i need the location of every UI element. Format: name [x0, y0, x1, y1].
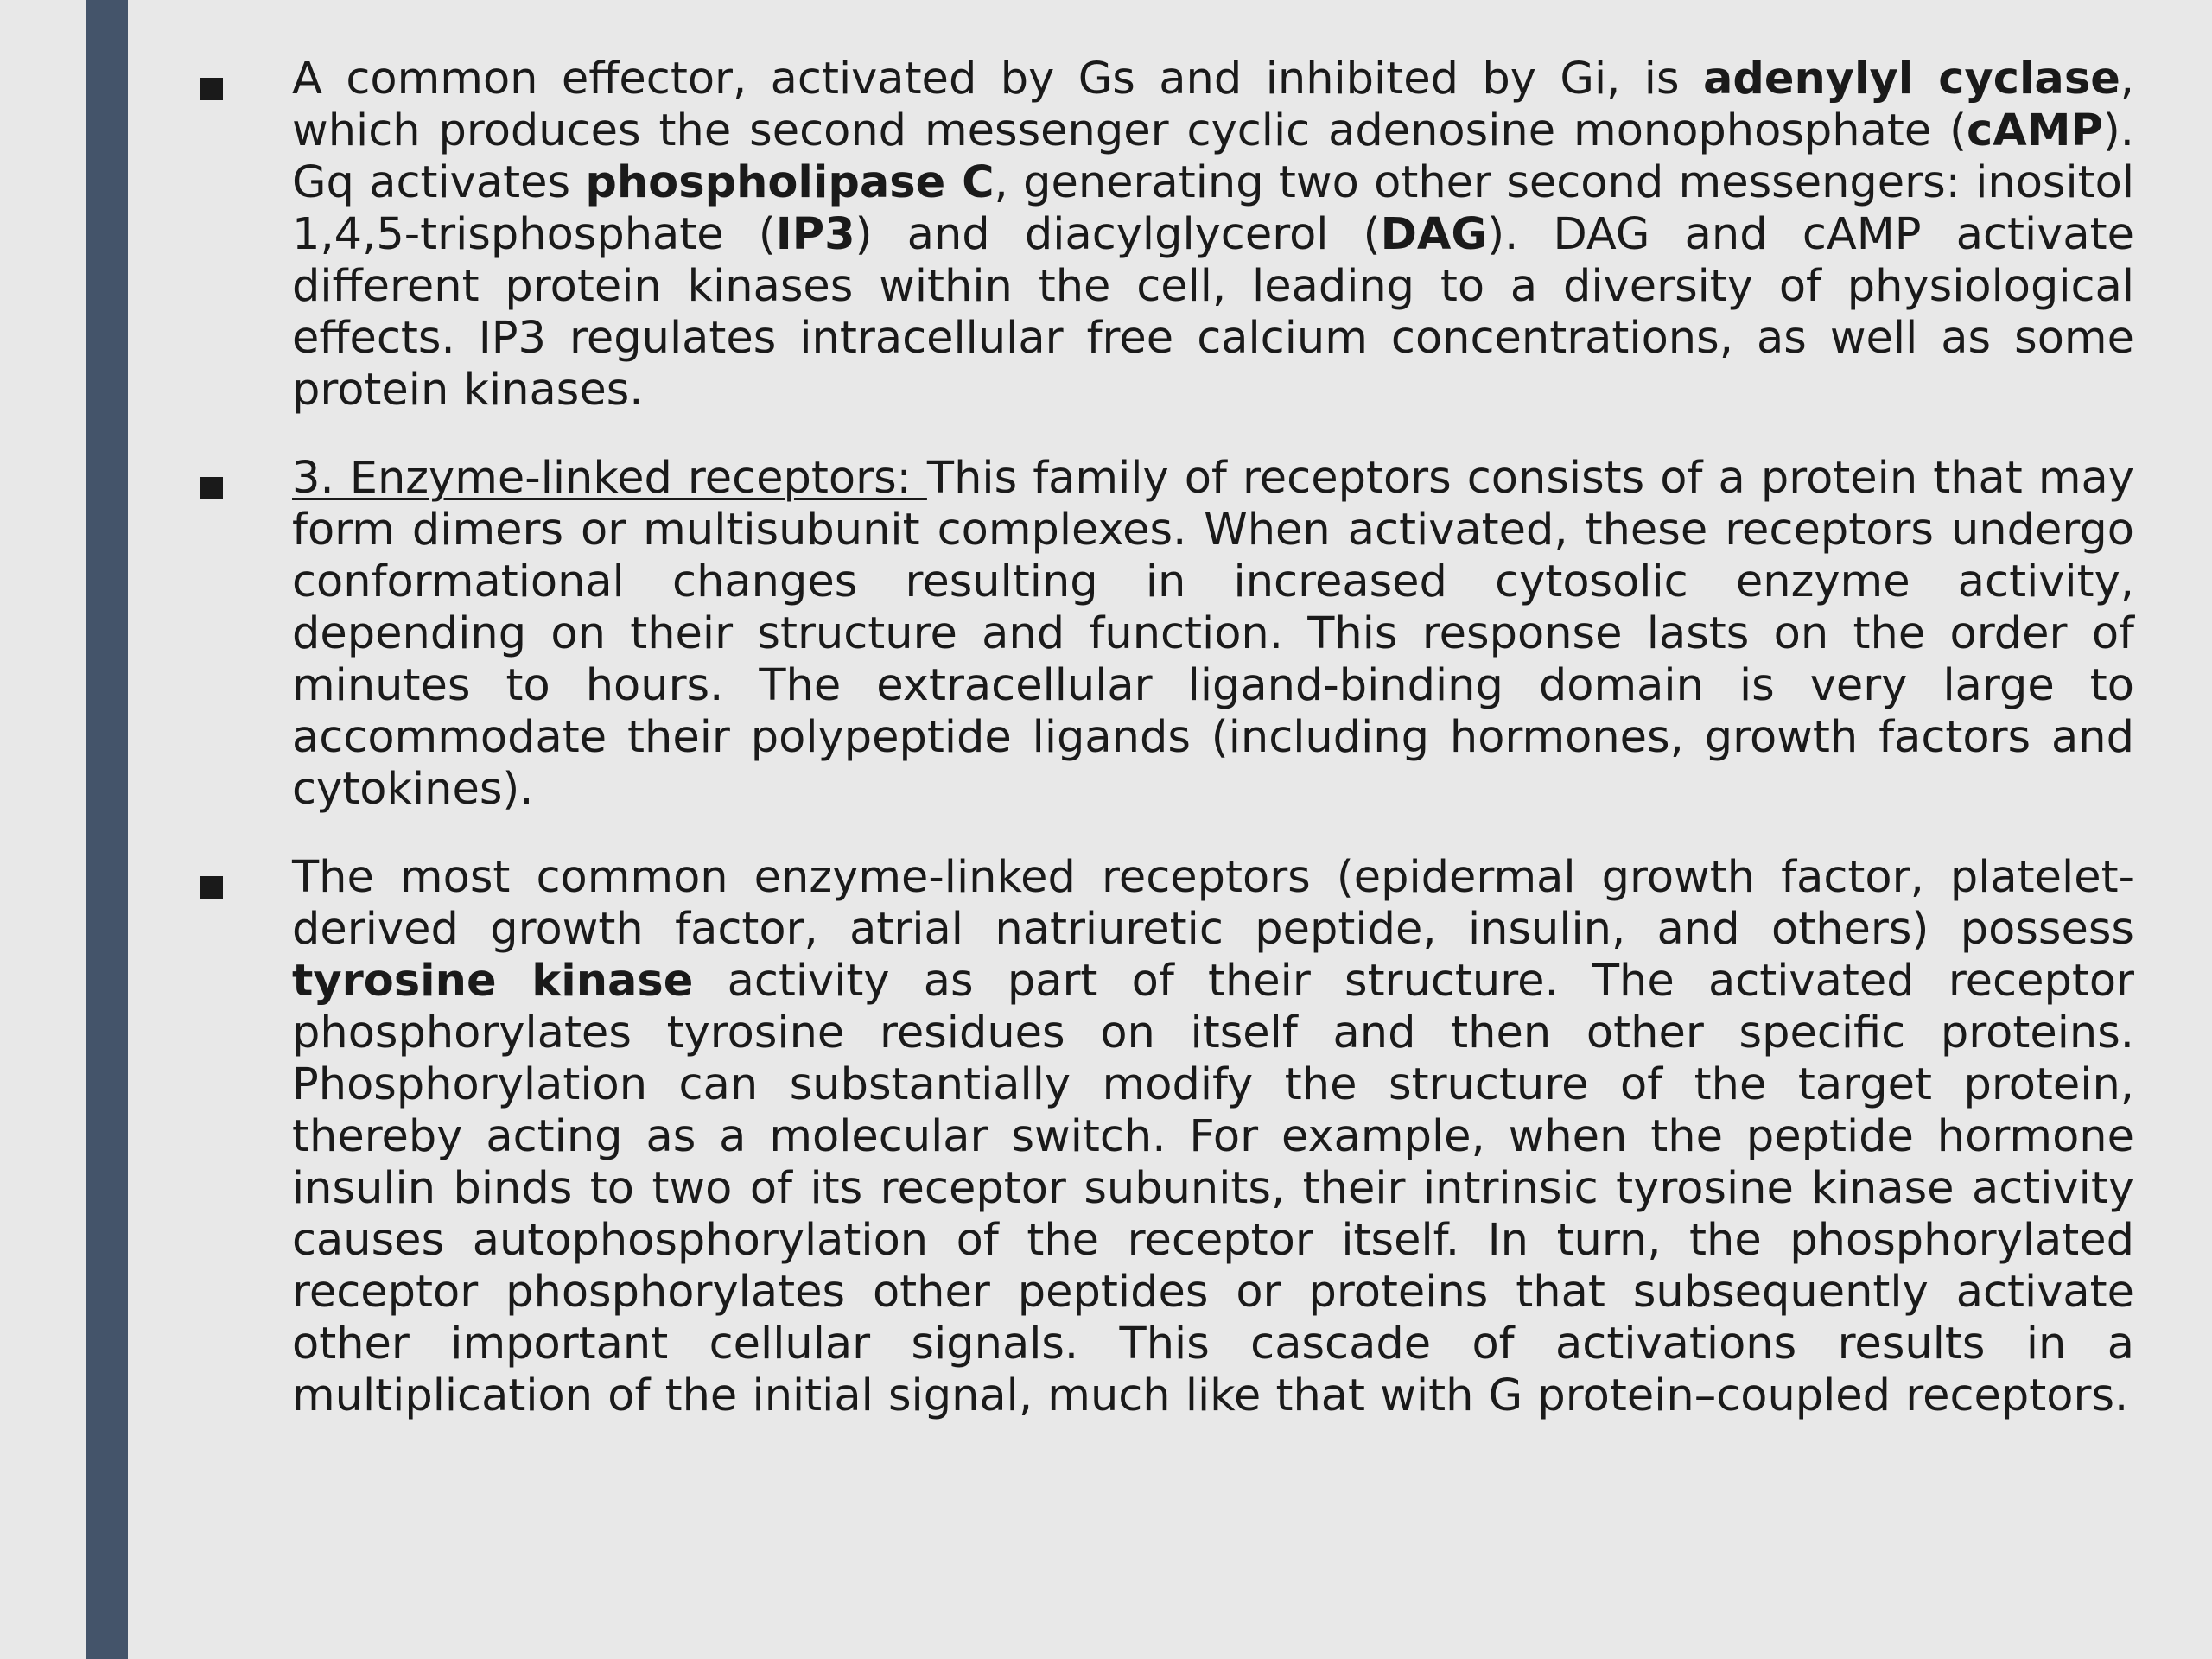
bullet-item-1 — [199, 54, 2134, 416]
bullet-item-2 — [199, 453, 2134, 816]
text-segment: ) and diacylglycerol ( — [855, 209, 1381, 260]
bullet-text-3 — [292, 852, 2134, 1422]
bold-term-ip3: IP3 — [775, 209, 855, 260]
text-segment: The most common enzyme-linked receptors (epidermal growth factor, platelet-derived growth factor, atrial natriuretic peptide, insulin, and others) possess — [292, 852, 2134, 955]
square-bullet-icon — [200, 78, 223, 100]
bold-term-camp: cAMP — [1967, 105, 2103, 156]
text-segment: activity as part of their structure. The activated receptor phosphorylates tyrosine residues on itself and then other specific proteins. Phosphorylation can substantially modify the structure of the target protein, thereby acting as a molecular switch. For example, when the peptide hormone insulin binds to two of its receptor subunits, their intrinsic tyrosine kinase activity causes autophosphorylation of the receptor itself. In turn, the phosphorylated receptor phosphorylates other peptides or proteins that subsequently activate other important cellular signals. This cascade of activations results in a multiplication of the initial signal, much like that with G protein–coupled receptors. — [292, 956, 2134, 1421]
bullet-text-1 — [292, 54, 2134, 416]
text-segment: ). Gq activates — [292, 105, 2134, 208]
bold-term-dag: DAG — [1380, 209, 1488, 260]
left-accent-bar — [86, 0, 128, 1659]
bullet-text-2 — [292, 453, 2134, 816]
bold-term-tyrosine-kinase: tyrosine kinase — [292, 956, 694, 1007]
square-bullet-icon — [200, 876, 223, 899]
text-segment: , which produces the second messenger cyclic adenosine monophosphate ( — [292, 54, 2135, 156]
bold-term-phospholipase-c: phospholipase C — [585, 157, 995, 208]
section-heading-enzyme-linked-receptors: 3. Enzyme-linked receptors: — [292, 453, 927, 504]
bullet-item-3 — [199, 852, 2134, 1422]
text-segment: ). DAG and cAMP activate different protein kinases within the cell, leading to a diversity of physiological effects. IP3 regulates intracellular free calcium concentrations, as well as some protein kinases. — [292, 209, 2134, 416]
slide-content — [199, 54, 2134, 1459]
text-segment: A common effector, activated by Gs and inhibited by Gi, is — [292, 54, 1703, 105]
text-segment: , generating two other second messengers: inositol 1,4,5-trisphosphate ( — [292, 157, 2135, 260]
bold-term-adenylyl-cyclase: adenylyl cyclase — [1702, 54, 2120, 105]
text-segment: This family of receptors consists of a protein that may form dimers or multisubunit complexes. When activated, these receptors undergo conformational changes resulting in increased cytosolic enzyme activity, depending on their structure and function. This response lasts on the order of minutes to hours. The extracellular ligand-binding domain is very large to accommodate their polypeptide ligands (including hormones, growth factors and cytokines). — [292, 453, 2134, 815]
square-bullet-icon — [200, 477, 223, 499]
